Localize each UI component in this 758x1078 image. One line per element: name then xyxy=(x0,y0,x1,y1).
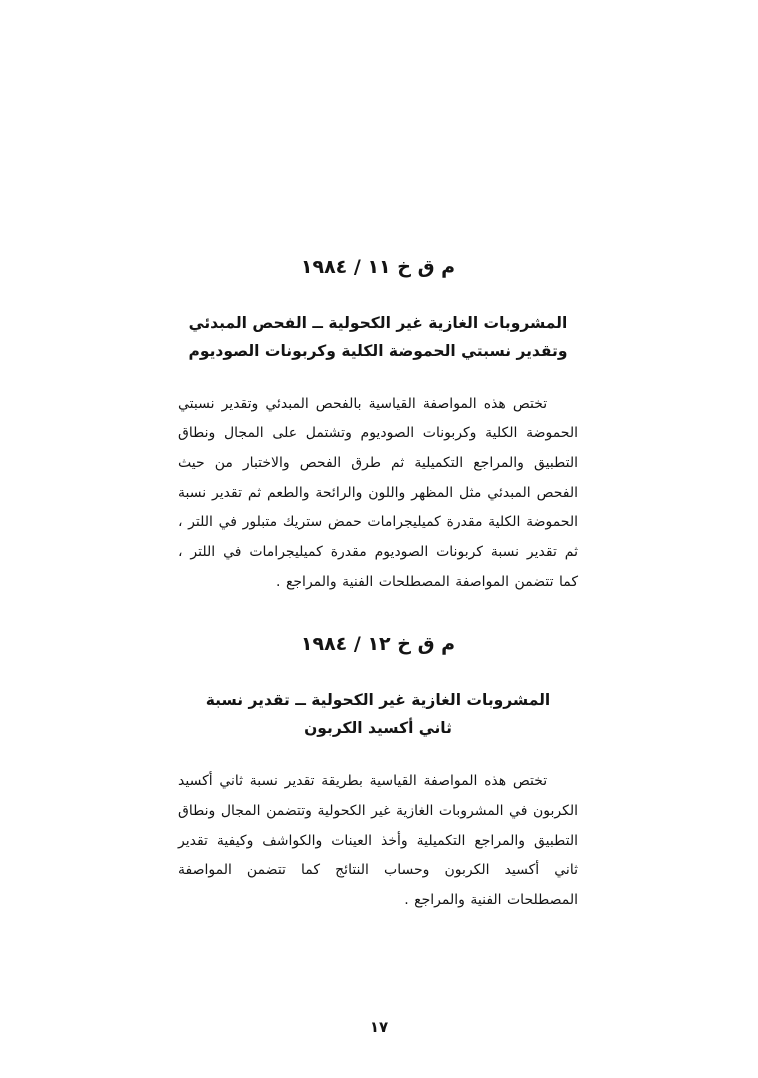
standard-title-2: المشروبات الغازية غير الكحولية ــ تقدير نسبة ثاني أكسيد الكربون xyxy=(205,691,551,738)
standard-section-2 xyxy=(178,633,578,915)
standard-code-heading-1: م ق خ ١١ / ١٩٨٤ xyxy=(300,256,456,278)
standard-section-1 xyxy=(178,256,578,597)
standard-summary-2: تختص هذه المواصفة القياسية بطريقة تقدير نسبة ثاني أكسيد الكربون في المشروبات الغازية غير الكحولية وتتضمن المجال ونطاق التطبيق والمراجع التكميلية وأخذ العينات والكواشف وكيفية تقدير ثاني أكسيد الكربون وحساب النتائج كما تتضمن المواصفة المصطلحات الفنية والمراجع . xyxy=(178,773,578,908)
standard-code-heading-2: م ق خ ١٢ / ١٩٨٤ xyxy=(300,633,456,656)
standard-title-1: المشروبات الغازية غير الكحولية ــ الفحص المبدئي وتقدير نسبتي الحموضة الكلية وكربونات الصوديوم xyxy=(188,314,568,360)
standard-summary-1: تختص هذه المواصفة القياسية بالفحص المبدئي وتقدير نسبتي الحموضة الكلية وكربونات الصوديوم وتشتمل على المجال ونطاق التطبيق والمراجع التكميلية ثم طرق الفحص والاختبار من حيث الفحص المبدئي مثل المظهر واللون والرائحة والطعم ثم تقدير نسبة الحموضة الكلية مقدرة كميليجرامات حمض ستريك متبلور في اللتر ، ثم تقدير نسبة كربونات الصوديوم مقدرة كميليجرامات في اللتر ، كما تتضمن المواصفة المصطلحات الفنية والمراجع . xyxy=(178,395,578,590)
page-number: ١٧ xyxy=(369,1018,389,1036)
page-content xyxy=(178,256,578,916)
